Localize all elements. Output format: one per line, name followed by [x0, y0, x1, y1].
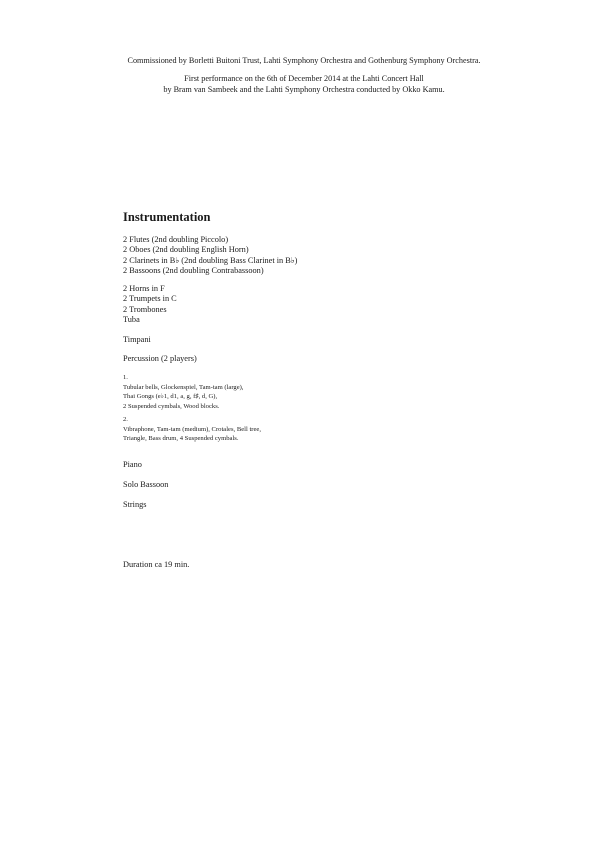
- list-item: 2 Flutes (2nd doubling Piccolo): [123, 235, 229, 244]
- list-item: 2 Trombones: [123, 304, 167, 314]
- list-item: 2 Oboes (2nd doubling English Horn): [123, 245, 249, 255]
- list-item: Tubular bells, Glockenspiel, Tam-tam (large),: [123, 383, 244, 391]
- premiere-line: First performance on the 6th of December 2014 at the Lahti Concert Hall: [184, 74, 424, 83]
- player-number: 1.: [123, 374, 128, 381]
- list-item: Thai Gongs (e♭1, d1, a, g, f♯, d, G),: [123, 393, 218, 401]
- list-item: 2 Trumpets in C: [123, 294, 177, 304]
- player-number: 2.: [123, 416, 128, 423]
- premiere-line: by Bram van Sambeek and the Lahti Symphony Orchestra conducted by Okko Kamu.: [163, 84, 445, 94]
- list-item: Vibraphone, Tam-tam (medium), Crotales, Bell tree,: [123, 425, 261, 433]
- list-item: Triangle, Bass drum, 4 Suspended cymbals.: [123, 435, 239, 443]
- instrumentation-heading: Instrumentation: [123, 210, 211, 224]
- list-item: 2 Clarinets in B♭ (2nd doubling Bass Clarinet in B♭): [123, 255, 298, 265]
- premiere-note: [0, 74, 608, 95]
- strings-entry: Strings: [123, 500, 147, 509]
- timpani-entry: Timpani: [123, 335, 151, 344]
- woodwinds-list: [123, 235, 297, 277]
- percussion-player-1: [123, 373, 243, 411]
- list-item: 2 Horns in F: [123, 284, 165, 293]
- percussion-title: Percussion (2 players): [123, 354, 197, 363]
- percussion-player-2: [123, 415, 261, 444]
- commission-note: Commissioned by Borletti Buitoni Trust, Lahti Symphony Orchestra and Gothenburg Symphony Orchestra.: [127, 56, 481, 65]
- list-item: 2 Suspended cymbals, Wood blocks.: [123, 402, 220, 410]
- duration-note: Duration ca 19 min.: [123, 560, 190, 569]
- brass-list: [123, 284, 177, 326]
- list-item: 2 Bassoons (2nd doubling Contrabassoon): [123, 266, 264, 276]
- list-item: Tuba: [123, 315, 140, 325]
- solo-bassoon-entry: Solo Bassoon: [123, 480, 169, 489]
- piano-entry: Piano: [123, 460, 142, 469]
